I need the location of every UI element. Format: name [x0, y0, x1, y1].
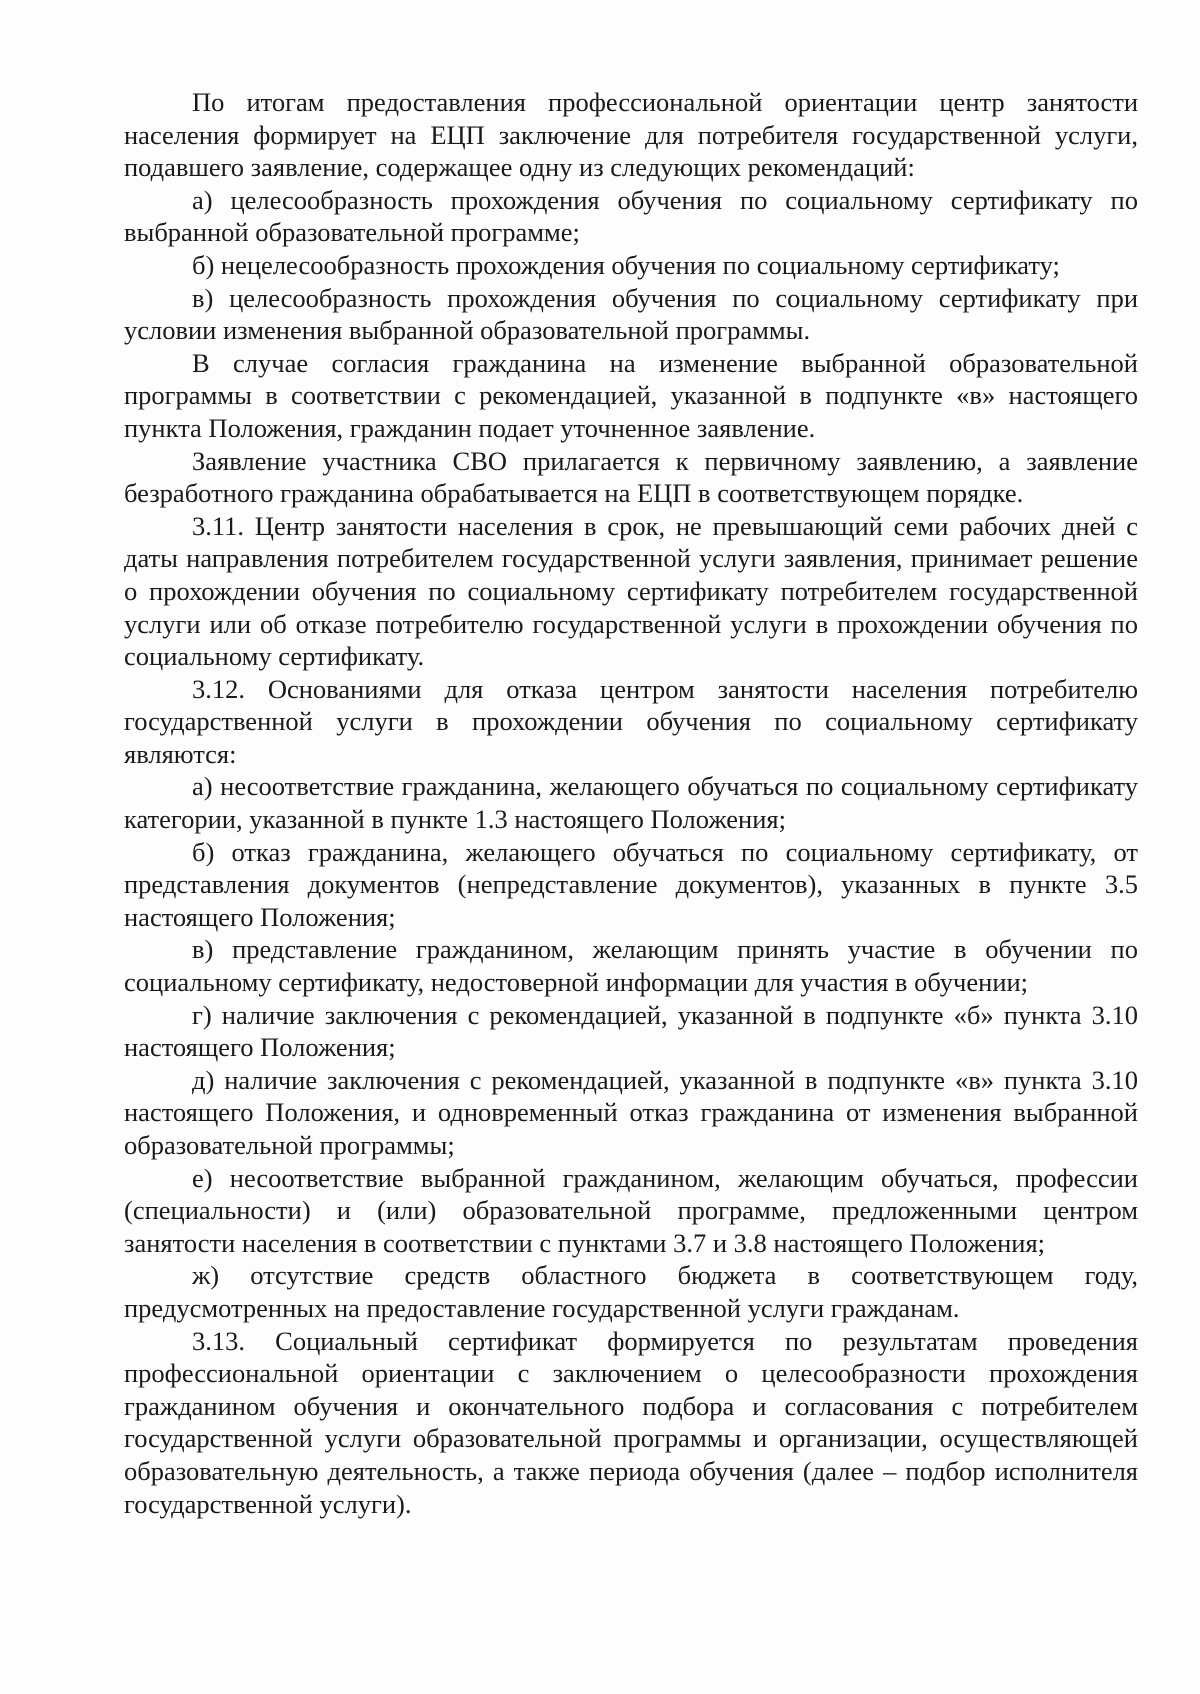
document-body — [124, 86, 1138, 1520]
paragraph-refusal-c: в) представление гражданином, желающим принять участие в обучении по социальному сертификату, недостоверной информации для участия в обучении; — [124, 934, 1138, 998]
paragraph-recommendation-b: б) нецелесообразность прохождения обучения по социальному сертификату; — [192, 249, 1060, 280]
paragraph-svo-application: Заявление участника СВО прилагается к первичному заявлению, а заявление безработного гражданина обрабатывается на ЕЦП в соответствующем порядке. — [124, 445, 1138, 509]
paragraph-clause-3-13: 3.13. Социальный сертификат формируется по результатам проведения профессиональной ориентации с заключением о целесообразности прохождения гражданином обучения и окончательного подбора и согласования с потребителем государственной услуги образовательной программы и организации, осуществляющей образовательную деятельность, а также периода обучения (далее – подбор исполнителя государственной услуги). — [124, 1325, 1138, 1519]
paragraph-clause-3-11: 3.11. Центр занятости населения в срок, не превышающий семи рабочих дней с даты направления потребителем государственной услуги заявления, принимает решение о прохождении обучения по социальному сертификату потребителем государственной услуги или об отказе потребителю государственной услуги в прохождении обучения по социальному сертификату. — [124, 510, 1138, 672]
paragraph-refusal-e: д) наличие заключения с рекомендацией, указанной в подпункте «в» пункта 3.10 настоящего Положения, и одновременный отказ гражданина от изменения выбранной образовательной программы; — [124, 1064, 1138, 1160]
paragraph-conclusion-intro: По итогам предоставления профессиональной ориентации центр занятости населения формирует на ЕЦП заключение для потребителя государственной услуги, подавшего заявление, содержащее одну из следующих рекомендаций: — [124, 87, 1138, 183]
paragraph-refusal-g: ж) отсутствие средств областного бюджета в соответствующем году, предусмотренных на предоставление государственной услуги гражданам. — [124, 1260, 1138, 1323]
paragraph-refusal-b: б) отказ гражданина, желающего обучаться по социальному сертификату, от представления документов (непредставление документов), указанных в пункте 3.5 настоящего Положения; — [124, 836, 1138, 932]
paragraph-clause-3-12: 3.12. Основаниями для отказа центром занятости населения потребителю государственной услуги в прохождении обучения по социальному сертификату являются: — [124, 673, 1138, 769]
paragraph-refusal-f: е) несоответствие выбранной гражданином, желающим обучаться, профессии (специальности) и (или) образовательной программе, предложенными центром занятости населения в соответствии с пунктами 3.7 и 3.8 настоящего Положения; — [124, 1162, 1138, 1258]
paragraph-recommendation-a: а) целесообразность прохождения обучения по социальному сертификату по выбранной образовательной программе; — [124, 184, 1138, 248]
paragraph-refusal-d: г) наличие заключения с рекомендацией, указанной в подпункте «б» пункта 3.10 настоящего Положения; — [124, 999, 1138, 1063]
paragraph-recommendation-c: в) целесообразность прохождения обучения по социальному сертификату при условии изменения выбранной образовательной программы. — [124, 282, 1138, 346]
paragraph-program-change: В случае согласия гражданина на изменение выбранной образовательной программы в соответствии с рекомендацией, указанной в подпункте «в» настоящего пункта Положения, гражданин подает уточненное заявление. — [124, 347, 1138, 443]
paragraph-refusal-a: а) несоответствие гражданина, желающего обучаться по социальному сертификату категории, указанной в пункте 1.3 настоящего Положения; — [124, 771, 1138, 835]
